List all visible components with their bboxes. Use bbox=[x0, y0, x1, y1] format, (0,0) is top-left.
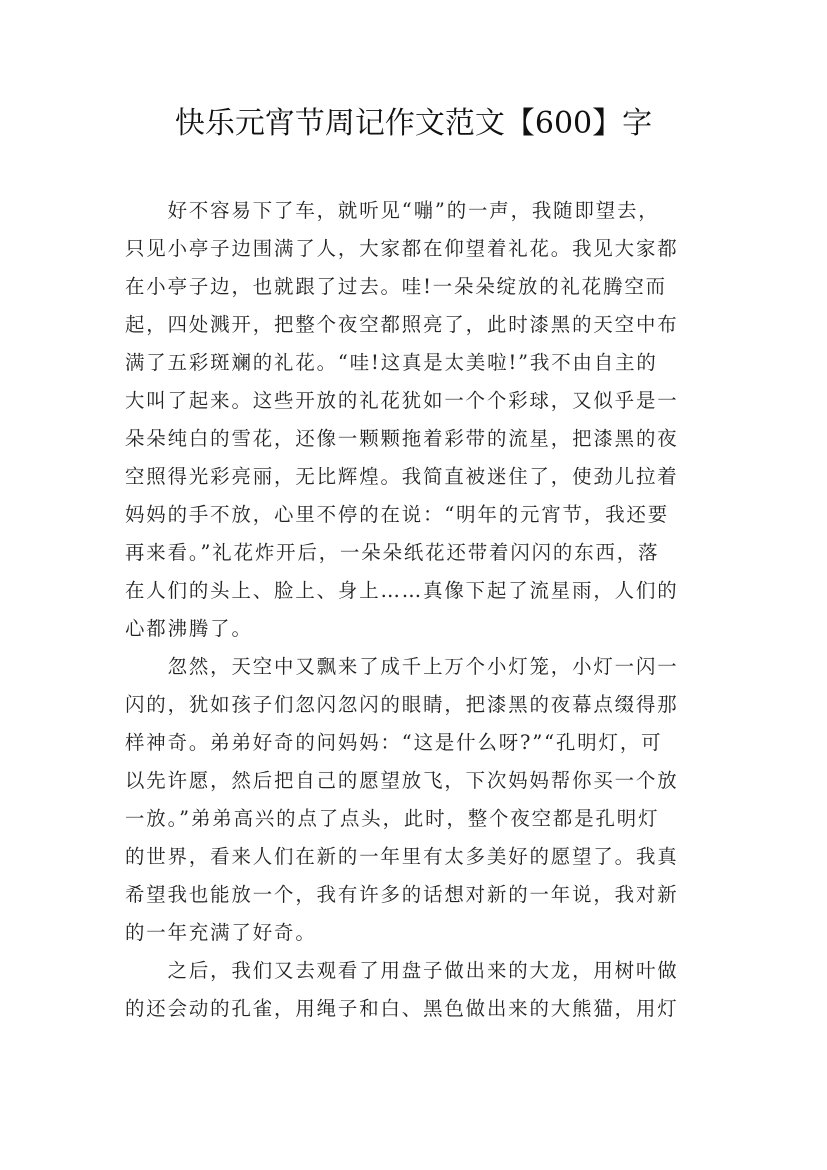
text-line: 在小亭子边，也就跟了过去。哇!一朵朵绽放的礼花腾空而 bbox=[125, 275, 667, 298]
text-line: 起，四处溅开，把整个夜空都照亮了，此时漆黑的天空中布 bbox=[125, 313, 679, 336]
text-line: 满了五彩斑斓的礼花。“哇!这真是太美啦!”我不由自主的 bbox=[125, 351, 658, 374]
text-line: 之后，我们又去观看了用盘子做出来的大龙，用树叶做 bbox=[125, 959, 679, 982]
text-line: 的世界，看来人们在新的一年里有太多美好的愿望了。我真 bbox=[125, 845, 679, 868]
text-line: 的还会动的孔雀，用绳子和白、黑色做出来的大熊猫，用灯 bbox=[125, 997, 679, 1020]
text-line: 大叫了起来。这些开放的礼花犹如一个个彩球，又似乎是一 bbox=[125, 389, 679, 412]
text-line: 妈妈的手不放，心里不停的在说：“明年的元宵节，我还要 bbox=[125, 503, 670, 526]
document-title: 快乐元宵节周记作文范文【600】字 bbox=[174, 106, 653, 141]
text-line: 一放。”弟弟高兴的点了点头，此时，整个夜空都是孔明灯 bbox=[125, 807, 660, 830]
text-line: 闪的，犹如孩子们忽闪忽闪的眼睛，把漆黑的夜幕点缀得那 bbox=[125, 693, 679, 716]
text-line: 再来看。”礼花炸开后，一朵朵纸花还带着闪闪的东西，落 bbox=[125, 541, 660, 564]
text-line: 忽然，天空中又飘来了成千上万个小灯笼，小灯一闪一 bbox=[125, 655, 679, 678]
text-line: 朵朵纯白的雪花，还像一颗颗拖着彩带的流星，把漆黑的夜 bbox=[125, 427, 679, 450]
text-line: 只见小亭子边围满了人，大家都在仰望着礼花。我见大家都 bbox=[125, 237, 679, 260]
text-line: 希望我也能放一个，我有许多的话想对新的一年说，我对新 bbox=[125, 883, 679, 906]
text-line: 以先许愿，然后把自己的愿望放飞，下次妈妈帮你买一个放 bbox=[125, 769, 679, 792]
text-line: 样神奇。弟弟好奇的问妈妈：“这是什么呀?”“孔明灯，可 bbox=[125, 731, 663, 754]
text-line: 好不容易下了车，就听见“嘣”的一声，我随即望去， bbox=[125, 199, 660, 222]
text-line: 心都沸腾了。 bbox=[125, 617, 253, 640]
text-line: 的一年充满了好奇。 bbox=[125, 921, 317, 944]
text-line: 空照得光彩亮丽，无比辉煌。我简直被迷住了，使劲儿拉着 bbox=[125, 465, 679, 488]
text-line: 在人们的头上、脸上、身上……真像下起了流星雨，人们的 bbox=[125, 579, 679, 602]
